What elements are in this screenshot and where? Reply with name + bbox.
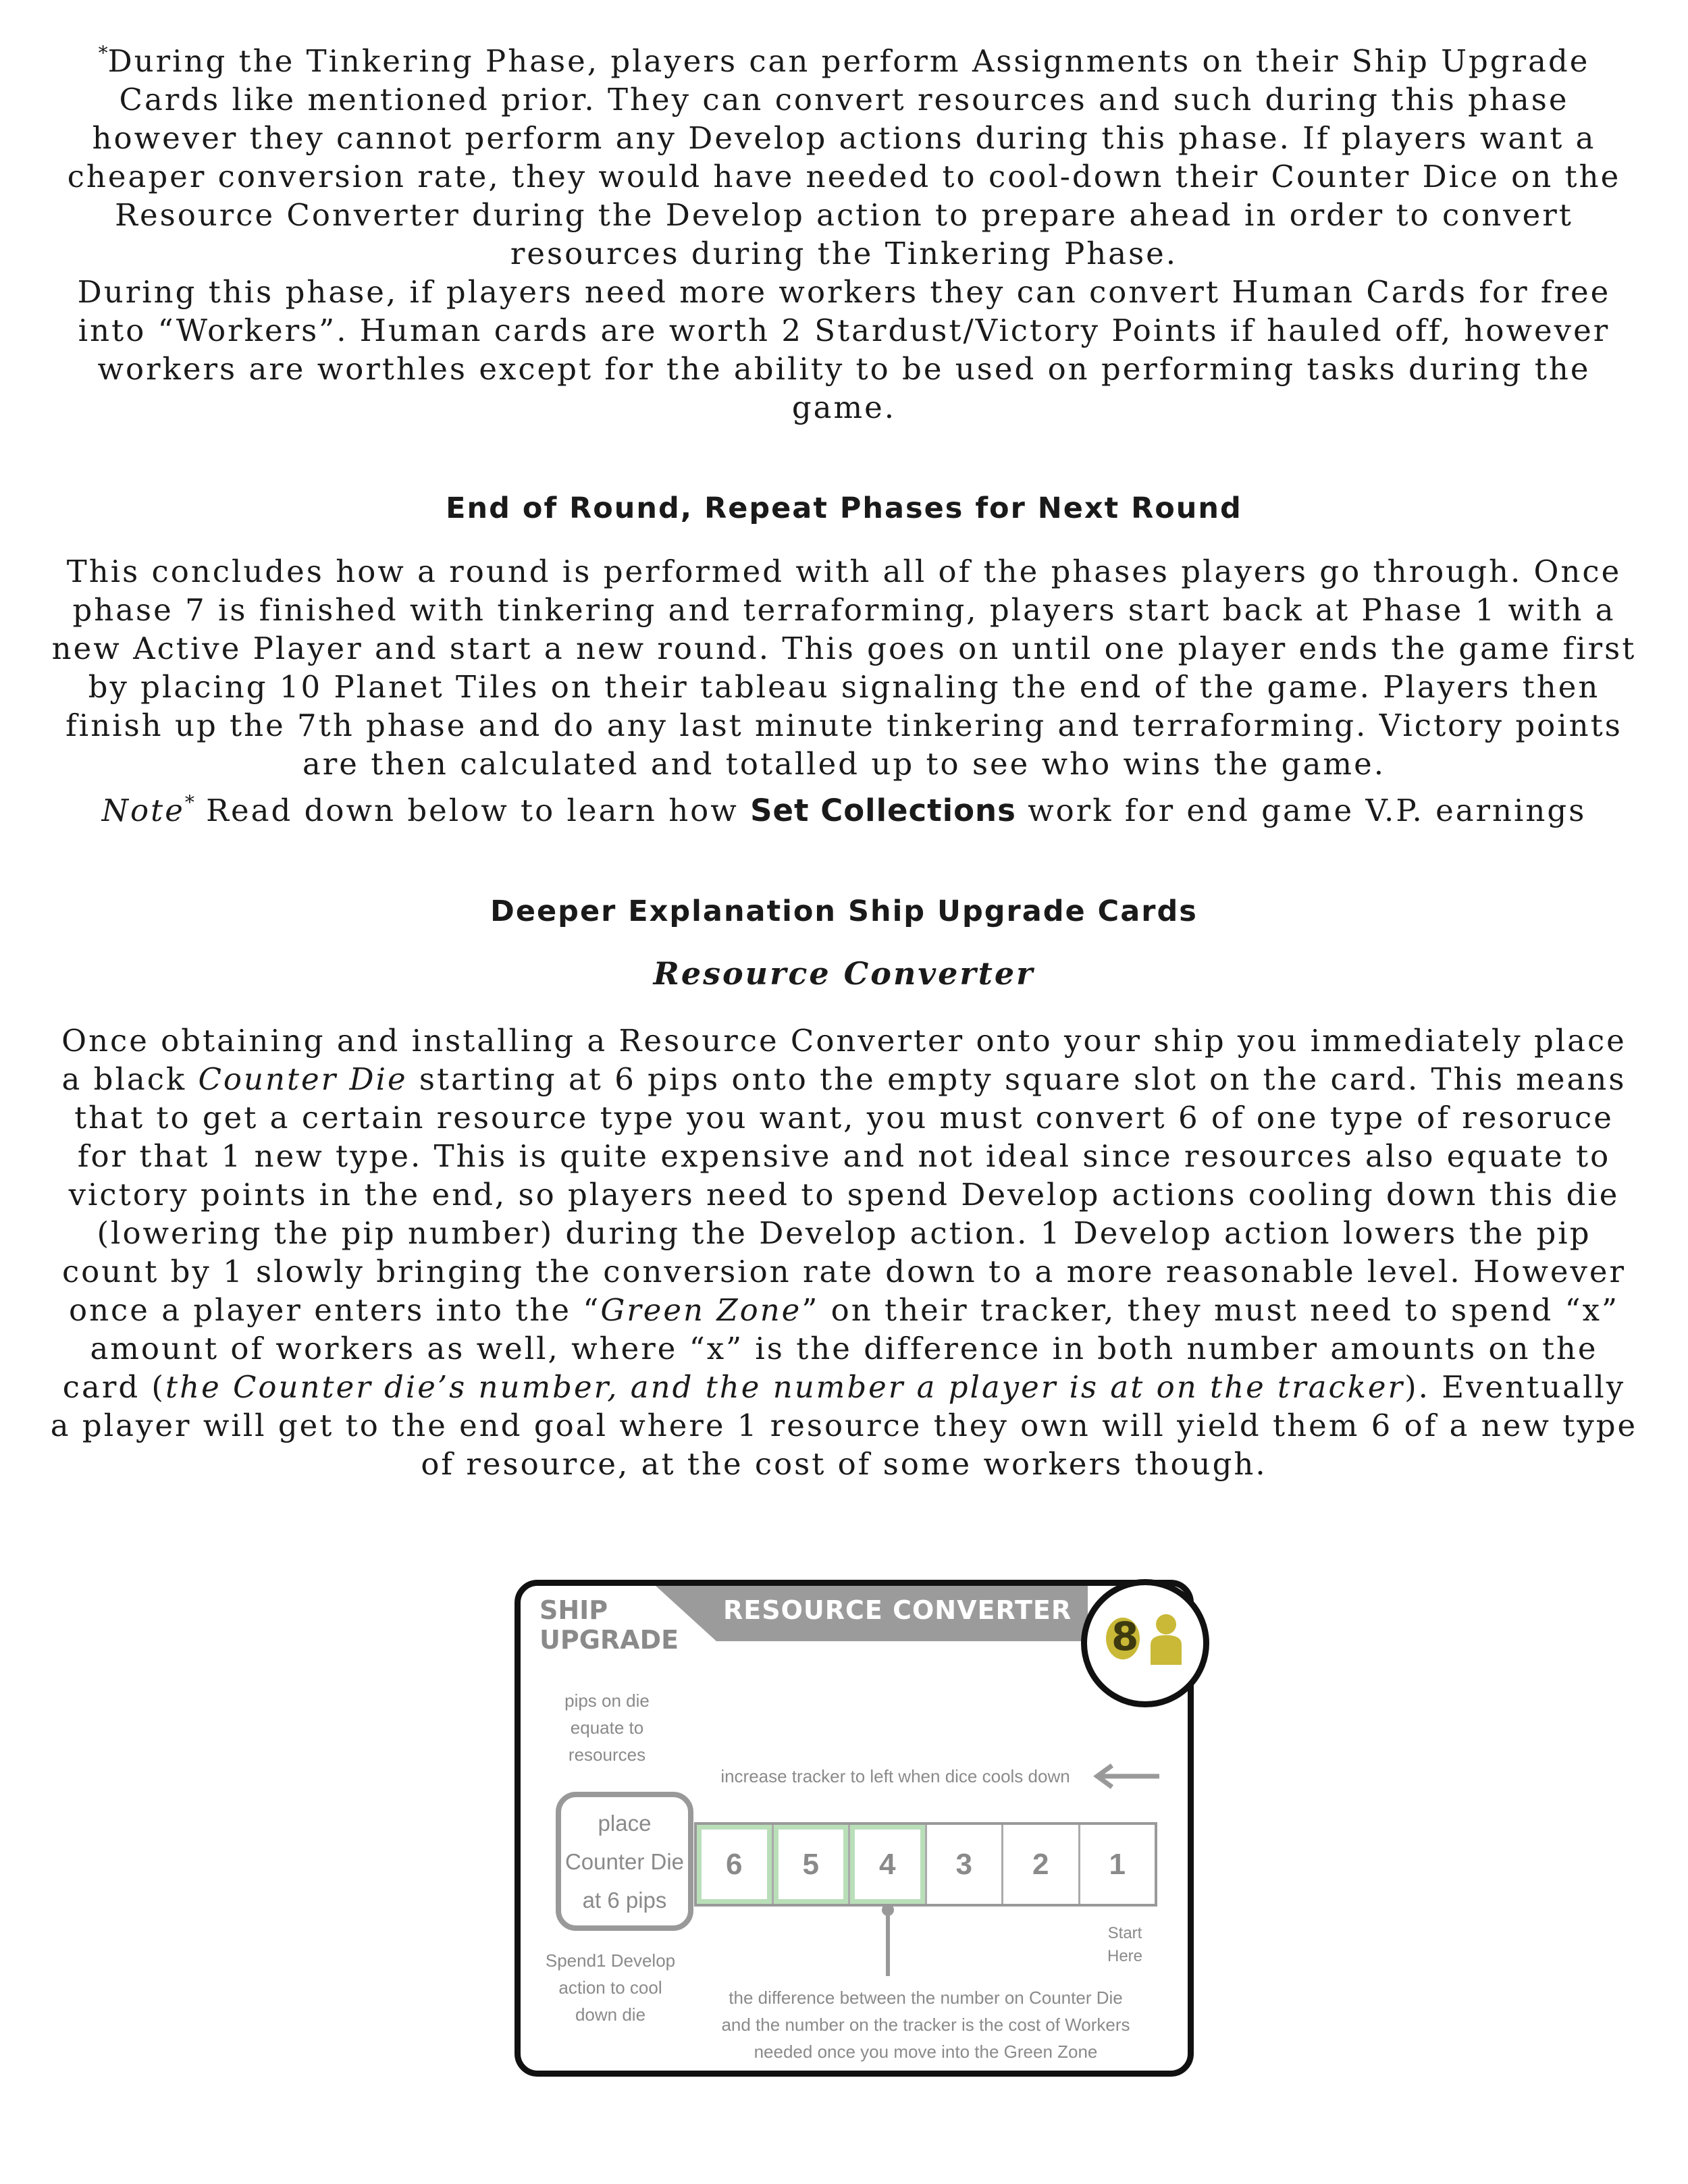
slot-line-3: at 6 pips	[582, 1887, 667, 1913]
conversion-tracker	[694, 1822, 1157, 1907]
slot-line-2: Counter Die	[564, 1848, 685, 1874]
note-label: Note	[101, 793, 185, 828]
asterisk: *	[98, 42, 108, 64]
rc-counter-die: Counter Die	[198, 1061, 408, 1097]
workers-paragraph: During this phase, if players need more workers they can convert Human Cards for free into “Workers”. Human cards are worth 2 Stardust/Victory Points if hauled off, however workers are worthles except for the ability to be used on performing tasks during the game.	[77, 274, 1611, 425]
rc-italic-note: the Counter die’s number, and the number a player is at on the tracker	[165, 1369, 1405, 1405]
page-content	[47, 34, 1641, 1483]
cost-of-workers-note	[696, 1984, 1155, 2065]
cost-badge	[1081, 1579, 1209, 1707]
rc-text-4: ). Eventually a player will get to the end goal where 1 resource they own will yield them 6 of a new type of resource, at the cost of some workers though.	[50, 1369, 1638, 1482]
tracker-cell-1: 1	[1109, 1847, 1126, 1881]
end-of-round-heading: End of Round, Repeat Phases for Next Round	[446, 491, 1242, 525]
card-type-line-2: UPGRADE	[539, 1625, 679, 1655]
start-here	[1094, 1922, 1155, 1968]
arrow-left-icon	[1089, 1763, 1163, 1790]
cost-number: 8	[1111, 1614, 1139, 1659]
card-type-line-1: SHIP	[539, 1595, 608, 1625]
tracker-cell-6: 6	[697, 1825, 774, 1904]
resource-converter-subheading: Resource Converter	[653, 955, 1035, 992]
end-of-round-paragraph: This concludes how a round is performed with all of the phases players go through. Once phase 7 is finished with tinkering and terraforming, players start back at Phase 1 with a new Active Player and start a new round. This goes on until one player ends the game first by placing 10 Planet Tiles on their tableau signaling the end of the game. Players then finish up the 7th phase and do any last minute tinkering and terraforming. Victory points are then calculated and totalled up to see who wins the game.	[51, 554, 1637, 782]
spend-line-1: Spend1 Develop	[545, 1950, 676, 1971]
counter-die-slot	[556, 1792, 693, 1931]
worker-icon	[1142, 1612, 1190, 1666]
diff-line-1: the difference between the number on Counter Die	[729, 1988, 1123, 2008]
pips-note	[539, 1687, 675, 1768]
tracker-cell-4: 4	[850, 1825, 927, 1904]
pips-note-line-1: pips on die	[564, 1690, 650, 1711]
deeper-explanation-heading: Deeper Explanation Ship Upgrade Cards	[490, 895, 1198, 928]
spend-line-3: down die	[575, 2004, 646, 2025]
note-line	[47, 783, 1641, 830]
diff-line-3: needed once you move into the Green Zone	[754, 2042, 1098, 2062]
start-line-1: Start	[1107, 1924, 1142, 1942]
tinkering-paragraph	[47, 34, 1641, 273]
rc-text-1: Once obtaining and installing a Resource Converter onto your ship you immediately place a black	[61, 1023, 1627, 1097]
diff-line-2: and the number on the tracker is the cost of Workers	[721, 2015, 1130, 2035]
resource-converter-card	[515, 1580, 1194, 2077]
rc-green-zone: Green Zone	[600, 1292, 802, 1328]
note-post: work for end game V.P. earnings	[1016, 793, 1587, 828]
tracker-cell-3: 3	[927, 1825, 1004, 1904]
card-title: RESOURCE CONVERTER	[723, 1595, 1072, 1625]
note-asterisk: *	[184, 791, 194, 814]
tracker-cell-5: 5	[774, 1825, 851, 1904]
pips-note-line-3: resources	[568, 1744, 646, 1765]
tinkering-text: During the Tinkering Phase, players can perform Assignments on their Ship Upgrade Cards like mentioned prior. They can convert resources and such during this phase however they cannot perform any Develop actions during this phase. If players want a cheaper conversion rate, they would have needed to cool-down their Counter Dice on the Resource Converter during the Develop action to prepare ahead in order to convert resources during the Tinkering Phase.	[67, 43, 1621, 271]
slot-line-1: place	[598, 1810, 652, 1836]
note-pre: Read down below to learn how	[194, 793, 751, 828]
set-collections-link: Set Collections	[750, 793, 1016, 828]
rc-text-3: ” on their tracker, they must need to spend “x” amount of workers as well, where “x” is the difference in both number amounts on the card (	[62, 1292, 1620, 1405]
rc-text-2: starting at 6 pips onto the empty square slot on the card. This means that to get a certain resource type you want, you must convert 6 of one type of resoruce for that 1 new type. This is quite expensive and not ideal since resources also equate to victory points in the end, so players need to spend Develop actions cooling down this die (lowering the pip number) during the Develop action. 1 Develop action lowers the pip count by 1 slowly bringing the conversion rate down to a more reasonable level. However once a player enters into the “	[61, 1061, 1627, 1328]
resource-converter-paragraph	[47, 1021, 1641, 1483]
pips-note-line-2: equate to	[570, 1717, 644, 1738]
pointer-pin-icon	[881, 1903, 895, 1977]
card-type	[539, 1595, 679, 1655]
tracker-cell-2: 2	[1003, 1825, 1080, 1904]
spend-develop-note	[539, 1947, 681, 2028]
tracker-note: increase tracker to left when dice cools down	[720, 1766, 1070, 1786]
start-line-2: Here	[1107, 1947, 1143, 1965]
spend-line-2: action to cool	[558, 1977, 662, 1998]
